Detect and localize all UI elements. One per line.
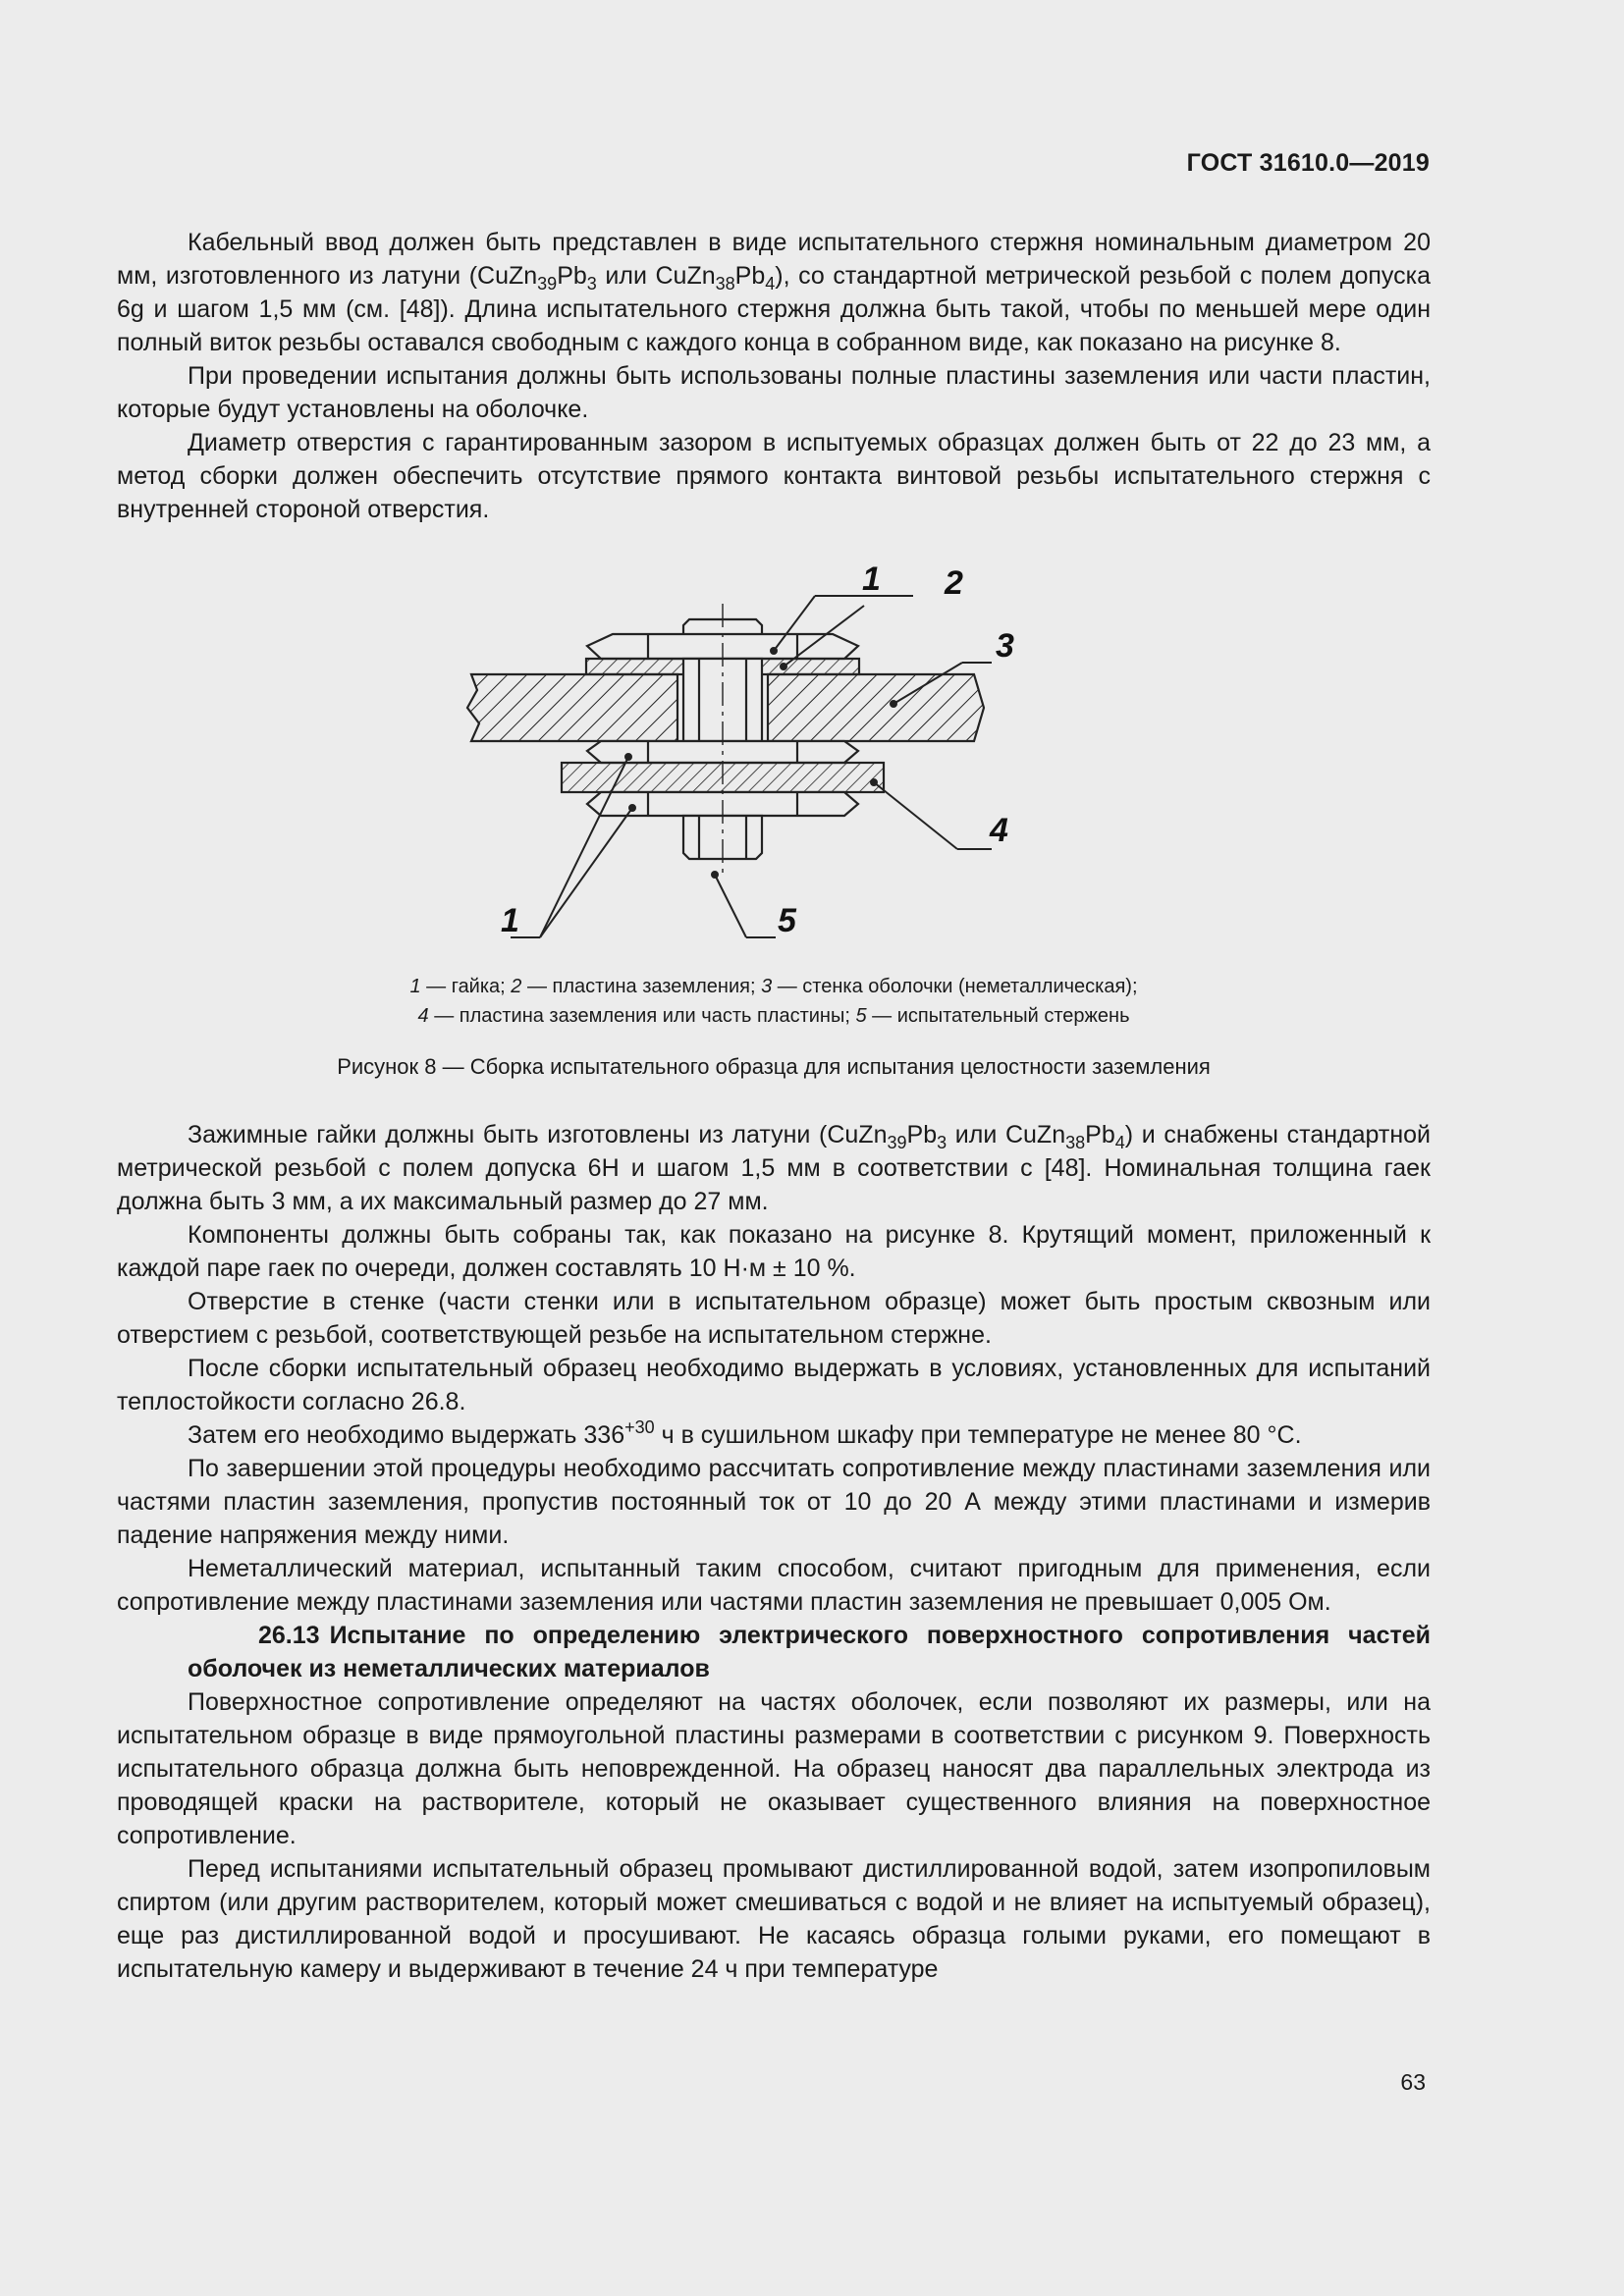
legend-line-1: 1 — гайка; 2 — пластина заземления; 3 — стенка оболочки (неметаллическая); bbox=[409, 976, 1138, 997]
body-text-top bbox=[117, 226, 1431, 526]
figure-label-4: 4 bbox=[990, 812, 1008, 849]
paragraph: Отверстие в стенке (части стенки или в испытательном образце) может быть простым сквозным или отверстием с резьбой, соответствующей резьбе на испытательном стержне. bbox=[117, 1288, 1431, 1349]
figure-8-drawing bbox=[461, 561, 1014, 957]
paragraph: Зажимные гайки должны быть изготовлены из латуни ($CuZn_{39}Pb_3$ или $CuZn_{38}Pb_4$) и снабжены стандартной метрической резьбой с полем допуска 6H и шагом 1,5 мм в соответствии с [48]. Номинальная толщина гаек должна быть 3 мм, а их максимальный размер до 27 мм. bbox=[117, 1121, 1431, 1215]
figure-label-3: 3 bbox=[996, 627, 1014, 665]
figure-label-5: 5 bbox=[778, 902, 796, 939]
figure-label-1b: 1 bbox=[501, 902, 519, 939]
paragraph: При проведении испытания должны быть использованы полные пластины заземления или части пластин, которые будут установлены на оболочке. bbox=[117, 362, 1431, 423]
assembly-diagram bbox=[461, 561, 1014, 957]
page-number: 63 bbox=[1400, 2069, 1426, 2095]
section-title: Испытание по определению электрического поверхностного сопротивления частей оболочек из неметаллических материалов bbox=[188, 1622, 1431, 1682]
paragraph: Диаметр отверстия с гарантированным зазором в испытуемых образцах должен быть от 22 до 23 мм, а метод сборки должен обеспечить отсутствие прямого контакта винтовой резьбы испытательного стержня с внутренней стороной отверстия. bbox=[117, 429, 1431, 523]
paragraph: Компоненты должны быть собраны так, как показано на рисунке 8. Крутящий момент, приложенный к каждой паре гаек по очереди, должен составлять 10 Н·м ± 10 %. bbox=[117, 1221, 1431, 1282]
figure-title: Рисунок 8 — Сборка испытательного образца для испытания целостности заземления bbox=[337, 1054, 1211, 1079]
section-heading bbox=[117, 1619, 1431, 1685]
paragraph: Кабельный ввод должен быть представлен в виде испытательного стержня номинальным диаметром 20 мм, изготовленного из латуни ($CuZn_{39}Pb_3$ или $CuZn_{38}Pb_4$), со стандартной метрической резьбой с полем допуска 6g и шагом 1,5 мм (см. [48]). Длина испытательного стержня должна быть такой, чтобы по меньшей мере один полный виток резьбы оставался свободным с каждого конца в собранном виде, как показано на рисунке 8. bbox=[117, 229, 1431, 356]
paragraph: После сборки испытательный образец необходимо выдержать в условиях, установленных для испытаний теплостойкости согласно 26.8. bbox=[117, 1355, 1431, 1415]
figure-label-1: 1 bbox=[862, 561, 881, 598]
figure-label-2: 2 bbox=[945, 564, 963, 602]
figure-legend bbox=[117, 972, 1431, 1031]
legend-line-2: 4 — пластина заземления или часть пластины; 5 — испытательный стержень bbox=[417, 1005, 1130, 1027]
paragraph: Перед испытаниями испытательный образец промывают дистиллированной водой, затем изопропиловым спиртом (или другим растворителем, который может смешиваться с водой и не влияет на испытуемый образец), еще раз дистиллированной водой и просушивают. Не касаясь образца голыми руками, его помещают в испытательную камеру и выдерживают в течение 24 ч при температуре bbox=[117, 1855, 1431, 1983]
body-text-bottom bbox=[117, 1118, 1431, 1986]
paragraph: По завершении этой процедуры необходимо рассчитать сопротивление между пластинами заземления или частями пластин заземления, пропустив постоянный ток от 10 до 20 А между этими пластинами и измерив падение напряжения между ними. bbox=[117, 1455, 1431, 1549]
paragraph: Затем его необходимо выдержать $336^{+30}$ ч в сушильном шкафу при температуре не менее 80 °С. bbox=[188, 1417, 1302, 1449]
standard-code-header: ГОСТ 31610.0—2019 bbox=[1186, 149, 1430, 177]
section-number: 26.13 bbox=[258, 1622, 320, 1649]
paragraph: Неметаллический материал, испытанный таким способом, считают пригодным для применения, если сопротивление между пластинами заземления или частями пластин заземления не превышает 0,005 Ом. bbox=[117, 1555, 1431, 1616]
paragraph: Поверхностное сопротивление определяют на частях оболочек, если позволяют их размеры, или на испытательном образце в виде прямоугольной пластины размерами в соответствии с рисунком 9. Поверхность испытательного образца должна быть неповрежденной. На образец наносят два параллельных электрода из проводящей краски на растворителе, который не оказывает существенного влияния на поверхностное сопротивление. bbox=[117, 1688, 1431, 1849]
